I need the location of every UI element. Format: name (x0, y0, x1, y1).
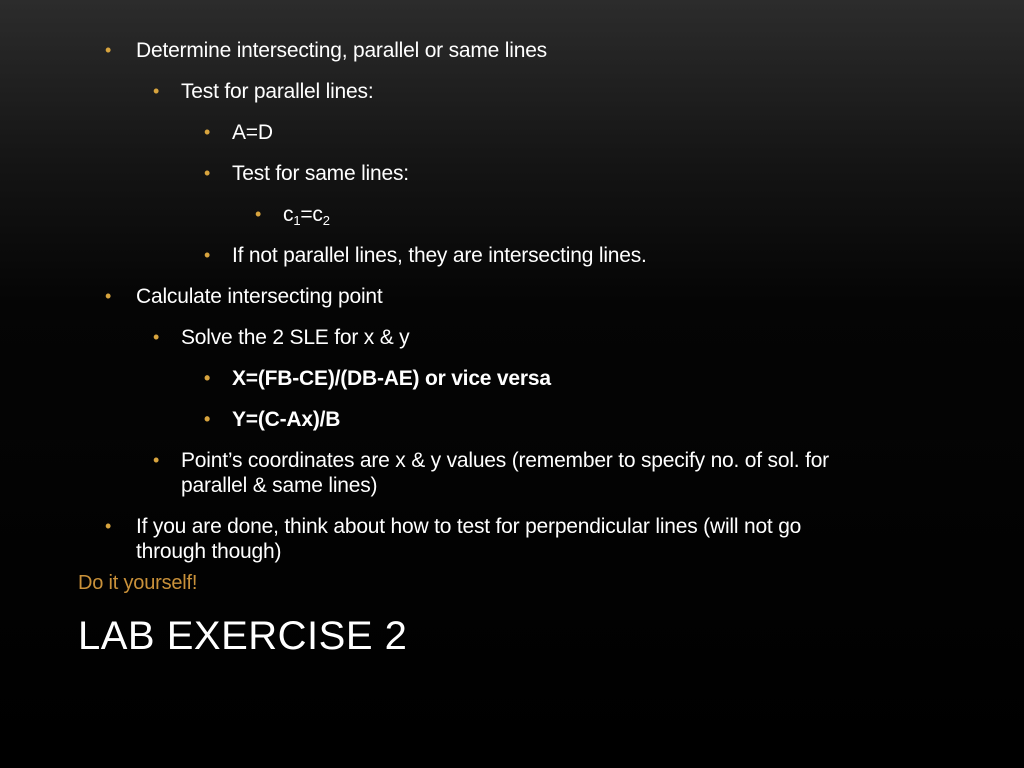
bullet-dot-icon: • (153, 81, 160, 101)
bullet-item (204, 120, 273, 145)
bullet-dot-icon: • (204, 409, 211, 429)
bullet-text: $c_1=c_2$ (283, 203, 330, 228)
bullet-text: If not parallel lines, they are intersecting lines. (232, 244, 647, 267)
bullet-item (153, 325, 410, 350)
bullet-text: Calculate intersecting point (136, 285, 383, 308)
bullet-dot-icon: • (255, 204, 262, 224)
bullet-item (255, 202, 330, 228)
bullet-item (105, 284, 383, 309)
bullet-text: X=(FB-CE)/(DB-AE) or vice versa (232, 367, 551, 390)
bullet-item (153, 448, 829, 498)
bullet-item (204, 243, 647, 268)
bullet-dot-icon: • (204, 163, 211, 183)
bullet-item (204, 366, 551, 391)
bullet-dot-icon: • (105, 516, 112, 536)
bullet-item (153, 79, 374, 104)
slide-title: LAB EXERCISE 2 (78, 614, 408, 658)
bullet-text-line: through though) (136, 540, 282, 563)
bullet-text-line: Point’s coordinates are x & y values (remember to specify no. of sol. for (181, 449, 829, 472)
bullet-text: Test for same lines: (232, 162, 409, 185)
bullet-item (105, 38, 547, 63)
bullet-item (204, 161, 409, 186)
bullet-dot-icon: • (204, 245, 211, 265)
bullet-dot-icon: • (204, 122, 211, 142)
slide-subtitle: Do it yourself! (78, 572, 198, 594)
bullet-dot-icon: • (105, 286, 112, 306)
bullet-item (105, 514, 802, 564)
bullet-dot-icon: • (153, 327, 160, 347)
bullet-text: Test for parallel lines: (181, 80, 374, 103)
bullet-text-line: If you are done, think about how to test for perpendicular lines (will not go (136, 515, 802, 538)
bullet-text: Y=(C-Ax)/B (232, 408, 341, 431)
bullet-text: Determine intersecting, parallel or same lines (136, 39, 547, 62)
bullet-dot-icon: • (204, 368, 211, 388)
bullet-text: A=D (232, 121, 273, 144)
bullet-dot-icon: • (153, 450, 160, 470)
bullet-dot-icon: • (105, 40, 112, 60)
bullet-text-line: parallel & same lines) (181, 474, 378, 497)
bullet-item (204, 407, 341, 432)
bullet-text: Solve the 2 SLE for x & y (181, 326, 410, 349)
